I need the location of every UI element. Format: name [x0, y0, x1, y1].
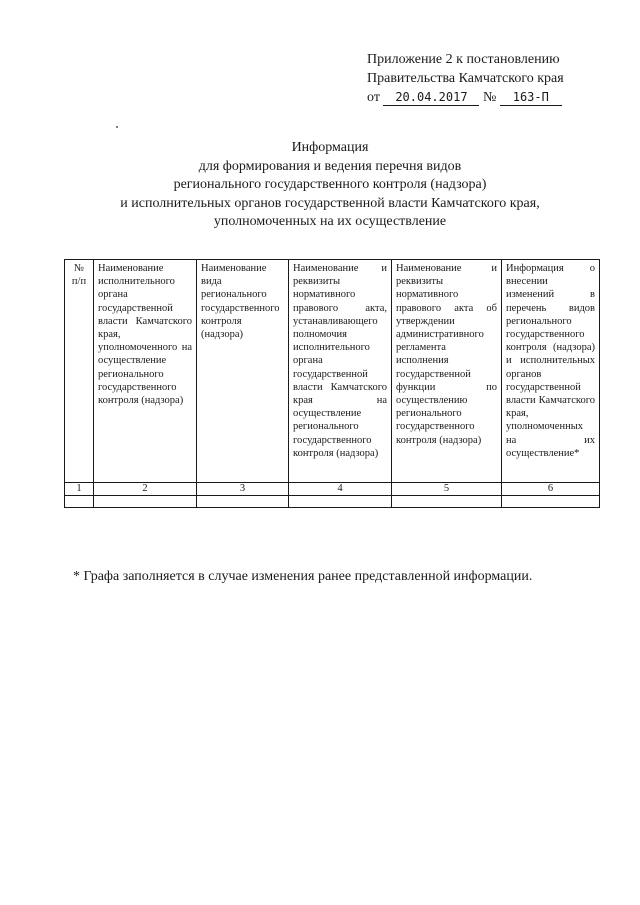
- header-cell-number: № п/п: [65, 260, 94, 483]
- footnote: * Графа заполняется в случае изменения ранее представленной информации.: [73, 569, 533, 584]
- title-line-2: для формирования и ведения перечня видов: [198, 158, 462, 174]
- document-title: [60, 139, 600, 232]
- column-number: 3: [197, 483, 289, 496]
- empty-cell: [65, 496, 94, 508]
- column-number: 1: [65, 483, 94, 496]
- from-label: от: [367, 90, 380, 105]
- number-sign: №: [482, 90, 497, 105]
- appendix-header: [367, 50, 607, 107]
- title-line-3: регионального государственного контроля (надзора): [173, 177, 487, 192]
- header-cell-changes-info: Информация о внесении изменений в перечень видов регионального государственного контроля (надзора) и исполнительных органов государственной власти Камчатского края, уполномоченных на их осуществление*: [502, 260, 600, 483]
- table-column-numbers-row: [65, 483, 600, 496]
- appendix-date-line: [367, 88, 607, 107]
- empty-cell: [289, 496, 392, 508]
- header-cell-powers-act: Наименование и реквизиты нормативного правового акта, устанавливающего полномочия исполнительного органа государственной власти Камчатского края на осуществление регионального государственного контроля (надзора): [289, 260, 392, 483]
- title-line-5: уполномоченных на их осуществление: [213, 214, 447, 229]
- appendix-line-1: Приложение 2 к постановлению: [367, 52, 560, 67]
- header-cell-control-type: Наименование вида регионального государственного контроля (надзора): [197, 260, 289, 483]
- column-number: 6: [502, 483, 600, 496]
- header-cell-authority: Наименование исполнительного органа государственной власти Камчатского края, уполномоченного на осуществление регионального государственного контроля (надзора): [94, 260, 197, 483]
- title-line-4: и исполнительных органов государственной власти Камчатского края,: [120, 195, 540, 211]
- empty-cell: [502, 496, 600, 508]
- empty-cell: [392, 496, 502, 508]
- resolution-number: 163-П: [500, 90, 562, 106]
- column-number: 4: [289, 483, 392, 496]
- info-table: [64, 259, 600, 508]
- column-number: 5: [392, 483, 502, 496]
- column-number: 2: [94, 483, 197, 496]
- empty-cell: [197, 496, 289, 508]
- table-empty-row: [65, 496, 600, 508]
- title-line-1: Информация: [291, 140, 369, 155]
- empty-cell: [94, 496, 197, 508]
- scan-speck: [116, 126, 118, 128]
- table-header-row: [65, 260, 600, 483]
- resolution-date: 20.04.2017: [383, 90, 479, 106]
- appendix-line-2: Правительства Камчатского края: [367, 71, 564, 86]
- header-cell-regulation-act: Наименование и реквизиты нормативного правового акта об утверждении административного регламента исполнения государственной функции по осуществлению регионального государственного контроля (надзора): [392, 260, 502, 483]
